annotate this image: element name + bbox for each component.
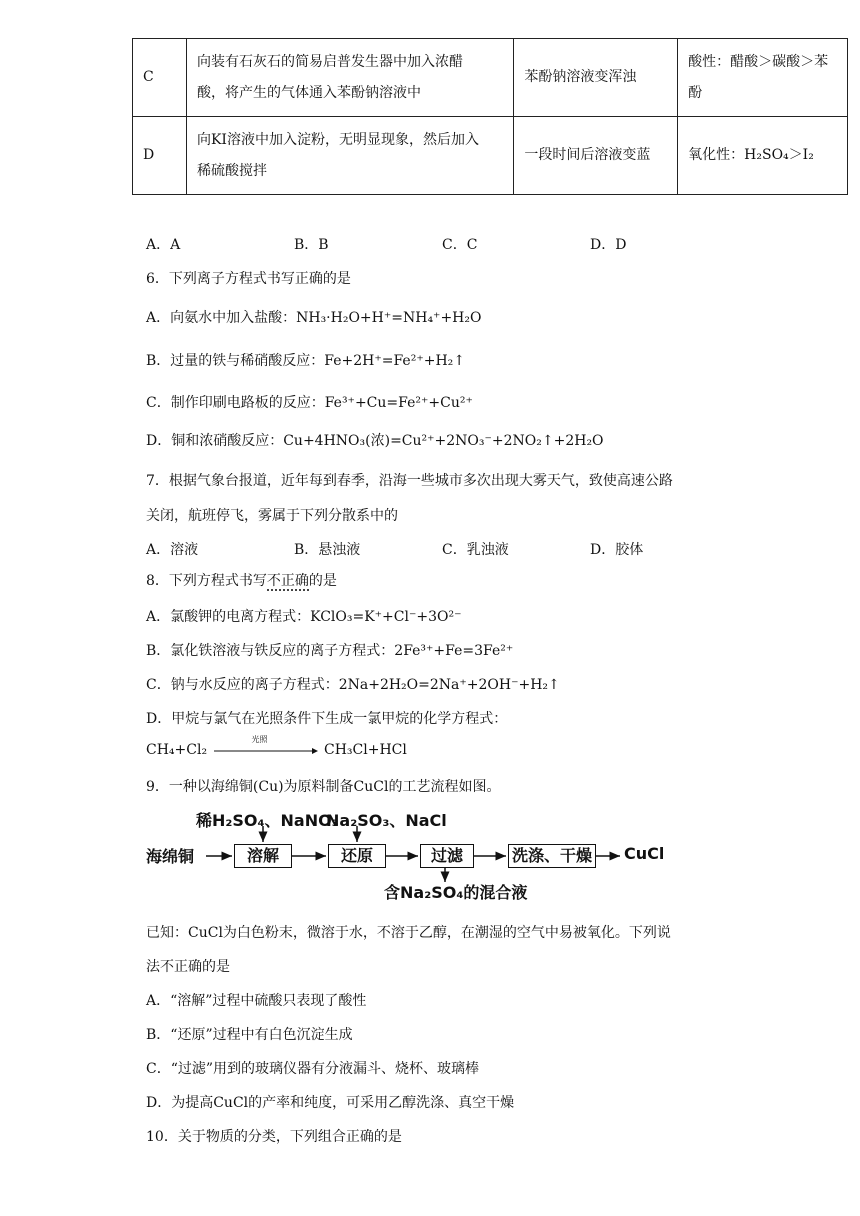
flow-step-dissolve: 溶解 [234, 844, 292, 868]
flow-step-filter: 过滤 [420, 844, 474, 868]
q9-option-b[interactable]: B．“还原”过程中有白色沉淀生成 [146, 1027, 353, 1043]
table-row [133, 39, 848, 117]
q7-stem-line2: 关闭，航班停飞，雾属于下列分散系中的 [146, 508, 398, 524]
q6-option-c[interactable]: C．制作印刷电路板的反应：Fe³⁺+Cu=Fe²⁺+Cu²⁺ [146, 395, 473, 411]
q9-option-a[interactable]: A．“溶解”过程中硫酸只表现了酸性 [146, 993, 367, 1009]
emphasis-text: 不正确 [266, 573, 309, 589]
flow-reagent-1: 稀H₂SO₄、NaNO₃ [196, 811, 339, 830]
phenomenon-cell: 苯酚钠溶液变浑浊 [514, 39, 678, 117]
option-d[interactable]: D．D [590, 237, 627, 253]
row-id: C [133, 39, 187, 117]
option-b[interactable]: B．B [294, 237, 329, 253]
q9-option-c[interactable]: C．“过滤”用到的玻璃仪器有分液漏斗、烧杯、玻璃棒 [146, 1061, 480, 1077]
flow-start: 海绵铜 [146, 847, 195, 866]
flow-step-wash-dry: 洗涤、干燥 [508, 844, 596, 868]
option-a[interactable]: A．溶液 [146, 542, 199, 558]
q9-known-line2: 法不正确的是 [146, 959, 230, 975]
table-row [133, 117, 848, 195]
flow-product: CuCl [624, 844, 665, 863]
option-a[interactable]: A．A [146, 237, 181, 253]
reaction-arrow: 光照 [212, 743, 320, 757]
row-id: D [133, 117, 187, 195]
flow-step-reduce: 还原 [328, 844, 386, 868]
q5-options [146, 234, 626, 254]
q8-equation: CH₄+Cl₂ 光照 CH₃Cl+HCl [146, 735, 407, 758]
q9-option-d[interactable]: D．为提高CuCl的产率和纯度，可采用乙醇洗涤、真空干燥 [146, 1095, 515, 1111]
phenomenon-cell: 一段时间后溶液变蓝 [514, 117, 678, 195]
experiment-table [132, 38, 848, 195]
q8-option-c[interactable]: C．钠与水反应的离子方程式：2Na+2H₂O=2Na⁺+2OH⁻+H₂↑ [146, 677, 560, 693]
operation-cell: 向KI溶液中加入淀粉，无明显现象，然后加入 稀硫酸搅拌 [186, 117, 513, 195]
q6-stem: 6．下列离子方程式书写正确的是 [146, 271, 351, 287]
q8-option-d[interactable]: D．甲烷与氯气在光照条件下生成一氯甲烷的化学方程式： [146, 711, 508, 727]
q7-options [146, 539, 643, 559]
q9-known-line1: 已知：CuCl为白色粉末，微溶于水，不溶于乙醇，在潮湿的空气中易被氧化。下列说 [146, 925, 671, 941]
option-b[interactable]: B．悬浊液 [294, 542, 361, 558]
q6-option-d[interactable]: D．铜和浓硝酸反应：Cu+4HNO₃(浓)=Cu²⁺+2NO₃⁻+2NO₂↑+2H₂O [146, 433, 604, 449]
conclusion-cell: 氧化性：H₂SO₄＞I₂ [678, 117, 848, 195]
operation-cell: 向装有石灰石的简易启普发生器中加入浓醋 酸，将产生的气体通入苯酚钠溶液中 [186, 39, 513, 117]
q7-stem-line1: 7．根据气象台报道，近年每到春季，沿海一些城市多次出现大雾天气，致使高速公路 [146, 473, 673, 489]
q8-stem: 8．下列方程式书写不正确的是 [146, 573, 337, 589]
option-c[interactable]: C．乳浊液 [442, 542, 509, 558]
q10-stem: 10．关于物质的分类，下列组合正确的是 [146, 1129, 402, 1145]
q8-option-a[interactable]: A．氯酸钾的电离方程式：KClO₃=K⁺+Cl⁻+3O²⁻ [146, 609, 462, 625]
q6-option-a[interactable]: A．向氨水中加入盐酸：NH₃·H₂O+H⁺=NH₄⁺+H₂O [146, 310, 482, 326]
process-flow-diagram [146, 804, 666, 904]
q8-option-b[interactable]: B．氯化铁溶液与铁反应的离子方程式：2Fe³⁺+Fe=3Fe²⁺ [146, 643, 514, 659]
conclusion-cell: 酸性：醋酸＞碳酸＞苯 酚 [678, 39, 848, 117]
q9-stem: 9．一种以海绵铜(Cu)为原料制备CuCl的工艺流程如图。 [146, 779, 501, 795]
q6-option-b[interactable]: B．过量的铁与稀硝酸反应：Fe+2H⁺=Fe²⁺+H₂↑ [146, 353, 466, 369]
option-d[interactable]: D．胶体 [590, 542, 644, 558]
option-c[interactable]: C．C [442, 237, 478, 253]
flow-reagent-2: Na₂SO₃、NaCl [326, 811, 447, 830]
flow-byproduct: 含Na₂SO₄的混合液 [384, 883, 528, 902]
